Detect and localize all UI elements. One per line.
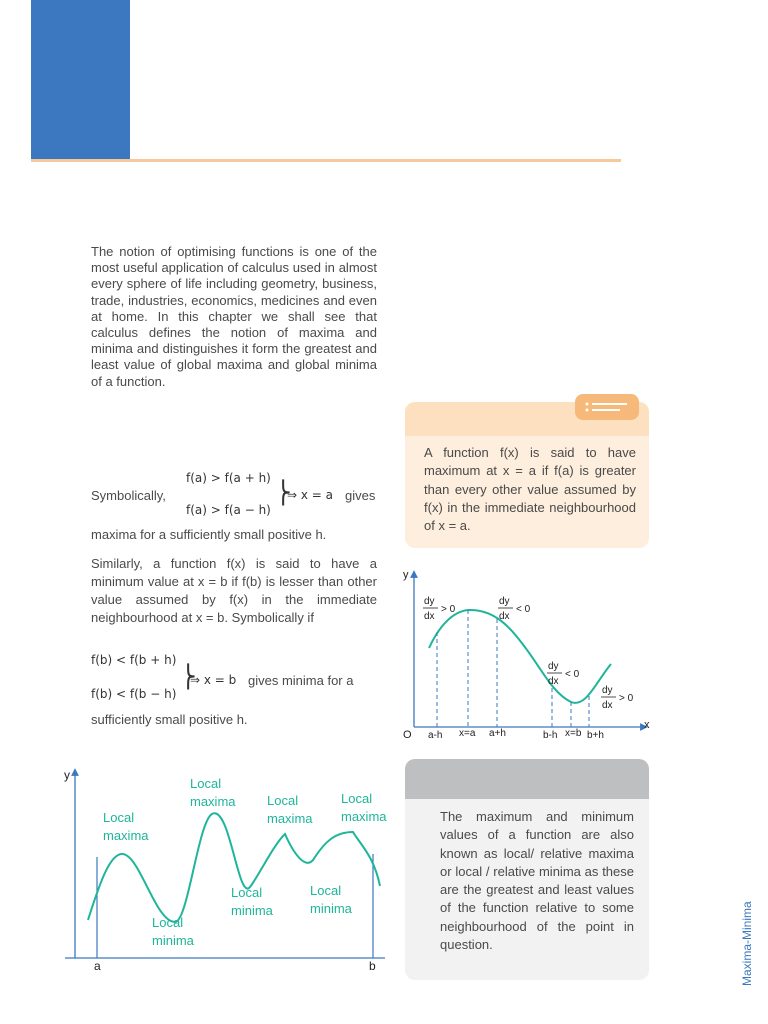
svg-text:< 0: < 0: [565, 669, 580, 680]
minima-paragraph: Similarly, a function f(x) is said to have a minimum value at x = b if f(b) is lesser than other value assumed by f(x) in the immediate neighbourhood at x = b. Symbolically if: [91, 556, 377, 625]
local-extrema-graph: [60, 762, 400, 982]
g1-deriv-negative-low: [547, 661, 580, 687]
g1-tick-b-plus-h: b+h: [587, 730, 604, 741]
g1-deriv-negative-top: [498, 596, 531, 622]
svg-text:maxima: maxima: [190, 794, 236, 809]
g2-a-label: a: [94, 959, 101, 973]
maxima-gives: gives: [345, 488, 376, 503]
g2-label-local-minima-1: Local: [152, 915, 184, 930]
chapter-side-label: Maxima-Minima: [740, 901, 754, 986]
g1-tick-b-h: b-h: [543, 730, 558, 741]
minima-tail: sufficiently small positive h.: [91, 712, 248, 727]
svg-text:maxima: maxima: [103, 828, 149, 843]
g1-origin: O: [403, 729, 412, 741]
g2-label-local-maxima-4: Local: [341, 791, 373, 806]
minima-condition-1: f(b) < f(b + h): [91, 653, 177, 667]
svg-text:dx: dx: [602, 700, 613, 711]
svg-text:maxima: maxima: [267, 811, 313, 826]
note-box-header: [405, 759, 649, 799]
svg-text:> 0: > 0: [441, 604, 456, 615]
header-divider: [31, 159, 621, 162]
g2-labels: [103, 776, 387, 948]
g2-b-label: b: [369, 959, 376, 973]
g1-x-label: x: [644, 719, 650, 731]
derivative-graph: [396, 562, 656, 742]
svg-text:> 0: > 0: [619, 693, 634, 704]
minima-gives: gives minima for a: [248, 673, 354, 688]
g1-tick-x-b: x=b: [565, 728, 582, 739]
maxima-condition-2: f(a) > f(a − h): [186, 503, 271, 517]
definition-box: [405, 402, 649, 548]
svg-text:dy: dy: [499, 596, 510, 607]
g2-label-local-minima-2: Local: [231, 885, 263, 900]
minima-implies: ⇒ x = b: [190, 673, 237, 687]
svg-text:dy: dy: [548, 661, 559, 672]
minima-bracket: ⎬: [180, 665, 197, 690]
intro-paragraph: The notion of optimising functions is one of the most useful application of calculus used in almost every sphere of life including geometry, business, trade, industries, economics, medicines and even at home. In this chapter we shall see that calculus defines the notion of maxima and minima and distinguishes it form the greatest and least value of global maxima and global minima of a function.: [91, 244, 377, 389]
maxima-implies: ⇒ x = a: [287, 488, 334, 502]
svg-text:< 0: < 0: [516, 604, 531, 615]
svg-text:minima: minima: [310, 901, 352, 916]
maxima-tail: maxima for a sufficiently small positive h.: [91, 527, 327, 542]
header-blue-block: [31, 0, 130, 160]
svg-text:dx: dx: [499, 611, 510, 622]
g2-label-local-maxima-2: Local: [190, 776, 222, 791]
note-box: [405, 759, 649, 980]
svg-text:maxima: maxima: [341, 809, 387, 824]
svg-text:minima: minima: [152, 933, 194, 948]
definition-box-tab: [575, 394, 639, 420]
svg-text:dy: dy: [424, 596, 435, 607]
g1-tick-x-a: x=a: [459, 728, 476, 739]
svg-text:dx: dx: [548, 676, 559, 687]
svg-text:minima: minima: [231, 903, 273, 918]
g2-label-local-maxima-1: Local: [103, 810, 135, 825]
g1-deriv-positive-right: [601, 685, 634, 711]
g1-tick-a-h: a-h: [428, 730, 443, 741]
symbolically-label: Symbolically,: [91, 488, 166, 503]
maxima-condition-1: f(a) > f(a + h): [186, 471, 271, 485]
g1-y-label: y: [403, 569, 409, 581]
g1-tick-a-plus-h: a+h: [489, 728, 506, 739]
g1-curve: [429, 610, 611, 703]
maxima-bracket: ⎬: [275, 481, 292, 506]
svg-text:dy: dy: [602, 685, 613, 696]
note-text: The maximum and minimum values of a function are also known as local/ relative maxima or local / relative minima as these are the greatest and least values of the function relative to some neighbourhood of the point in question.: [440, 809, 634, 953]
minima-condition-2: f(b) < f(b − h): [91, 687, 177, 701]
definition-text: A function f(x) is said to have maximum at x = a if f(a) is greater than every other value assumed by f(x) in the immediate neighbourhood of x = a.: [424, 445, 636, 534]
g2-label-local-minima-3: Local: [310, 883, 342, 898]
g2-label-local-maxima-3: Local: [267, 793, 299, 808]
lines-icon: [575, 394, 639, 420]
g2-y-label: y: [64, 768, 70, 782]
svg-text:dx: dx: [424, 611, 435, 622]
